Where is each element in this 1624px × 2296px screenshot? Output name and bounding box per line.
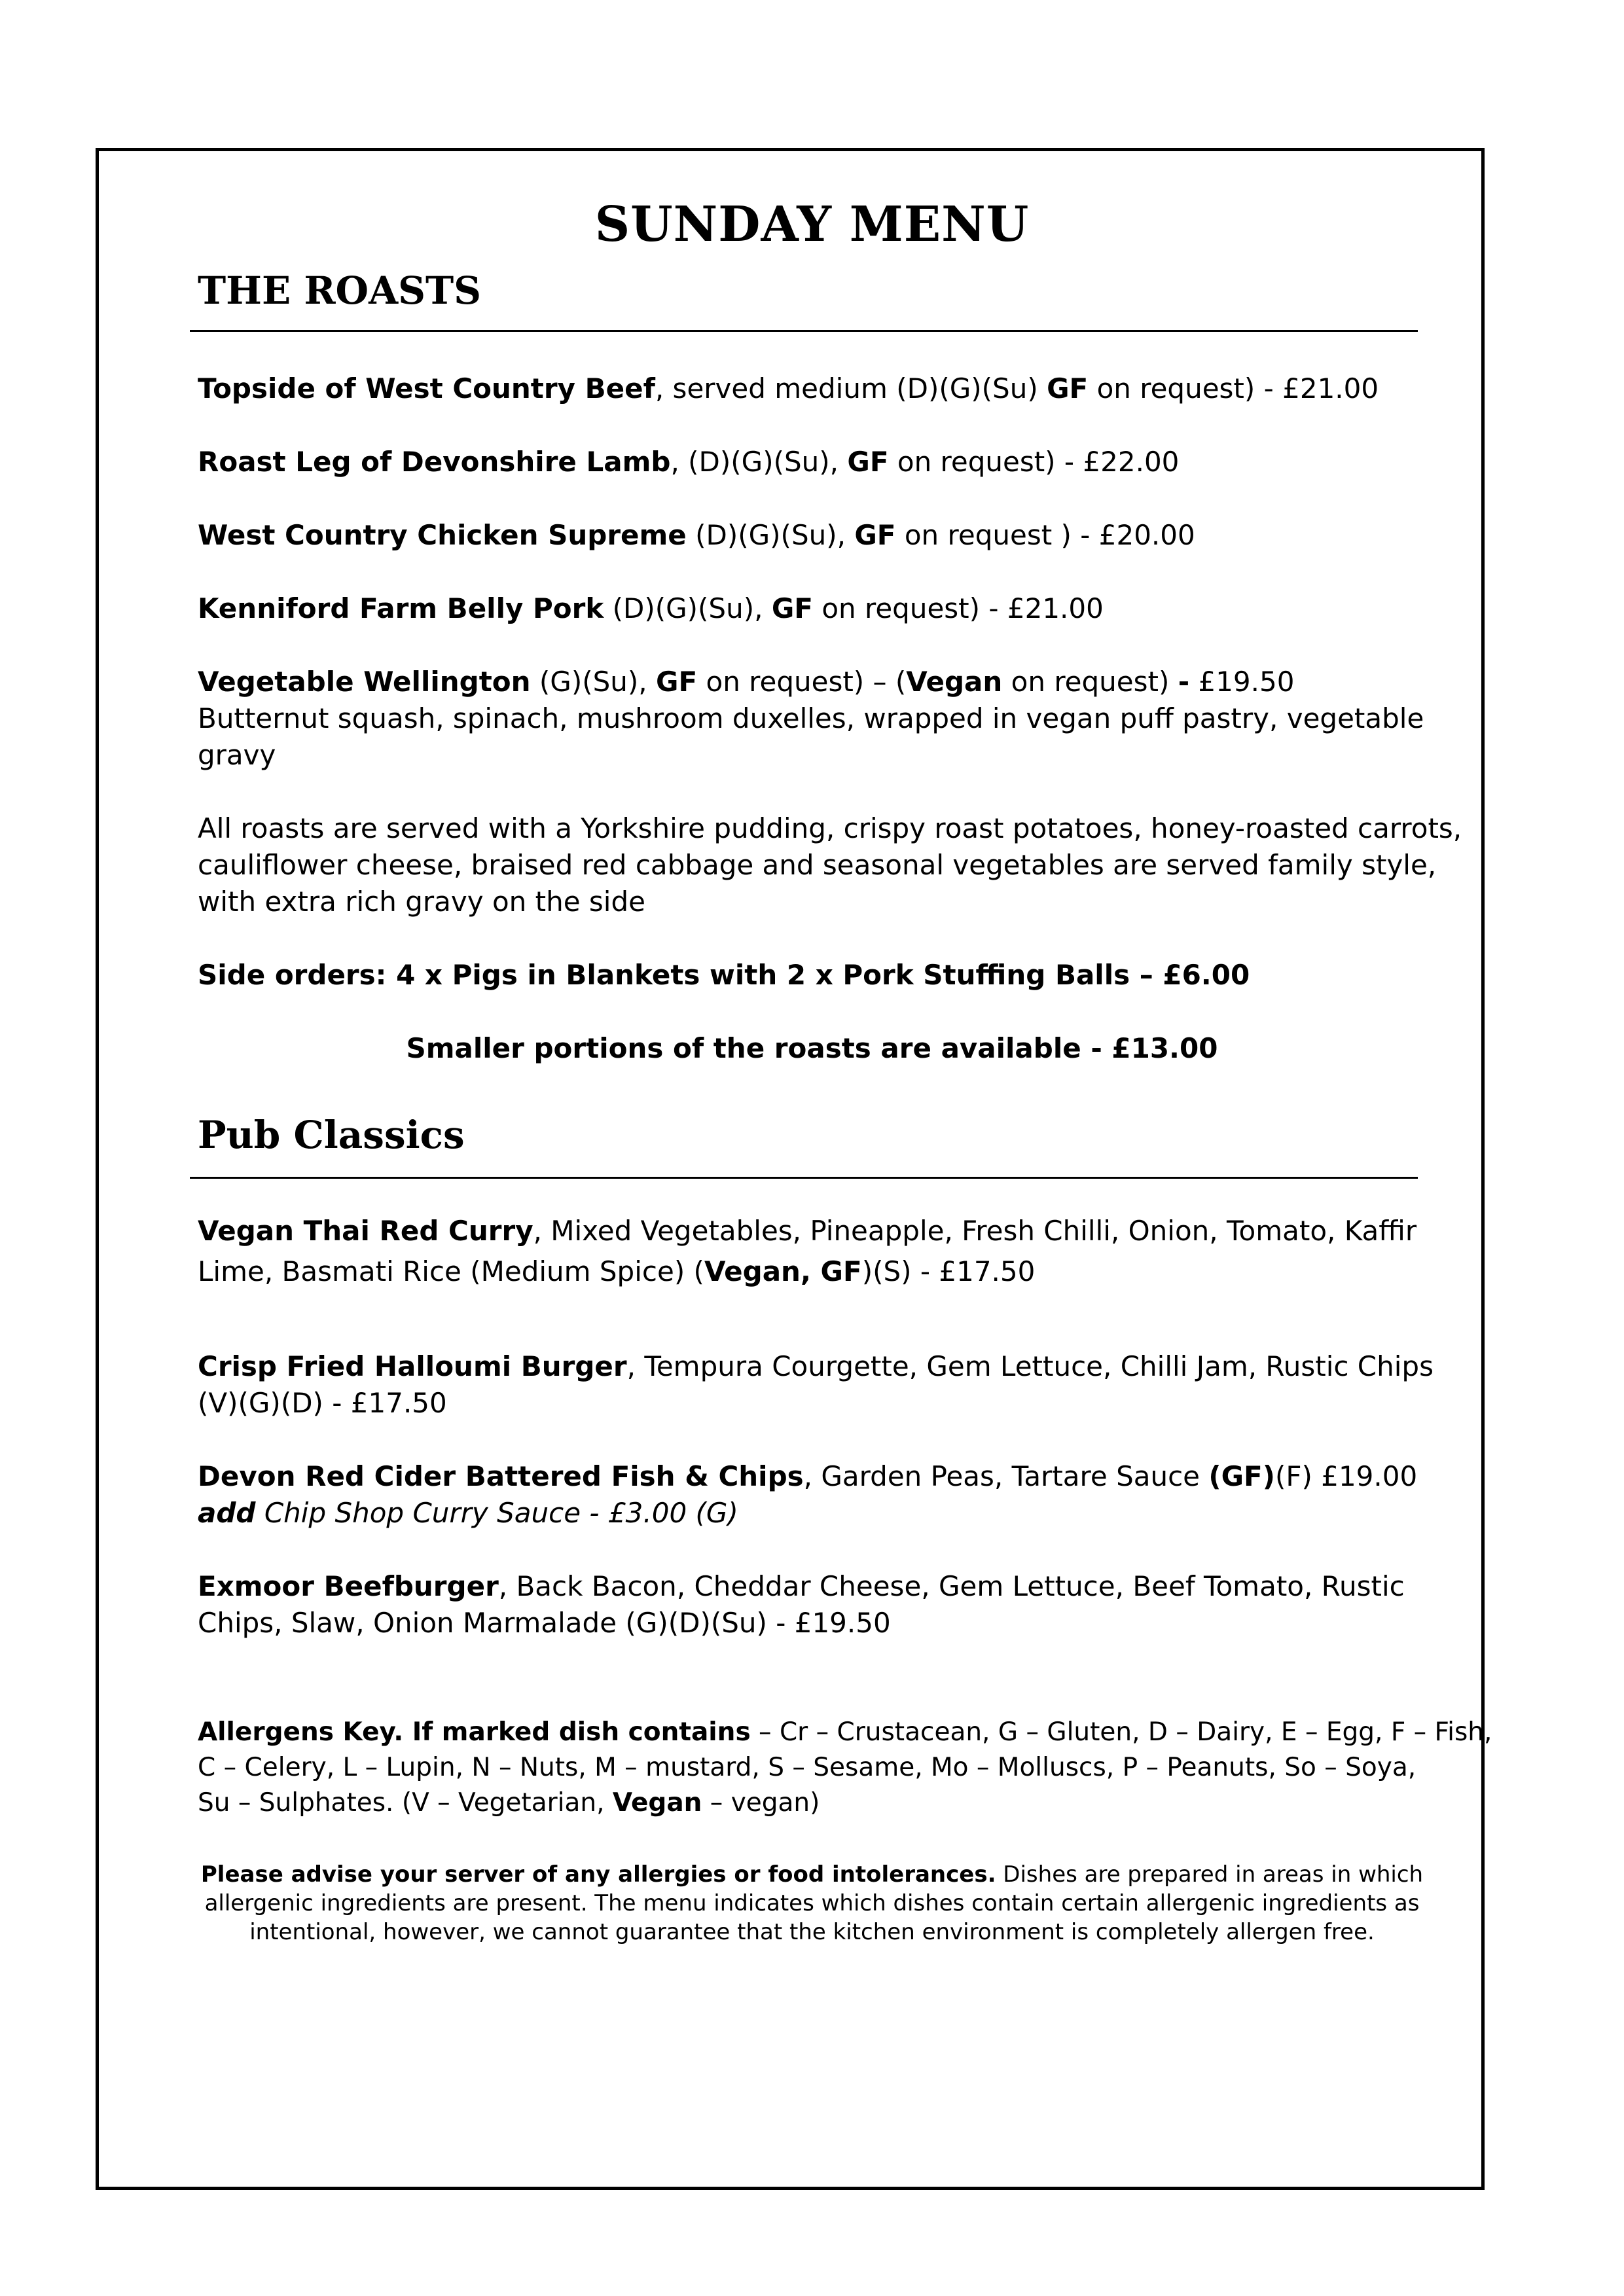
menu-title: SUNDAY MENU: [594, 196, 1030, 253]
roasts-divider: [190, 330, 1418, 332]
side-orders: Side orders: 4 x Pigs in Blankets with 2 x Pork Stuffing Balls – £6.00: [198, 959, 1250, 991]
roast-item-wellington: [198, 664, 1441, 774]
allergens-key: Allergens Key. If marked dish contains – Cr – Crustacean, G – Gluten, D – Dairy, E – Egg, F – Fish, C – Celery, L – Lupin, N – Nuts, M – mustard, S – Sesame, Mo – Molluscs, P – Peanuts, So – Soya, Su – Sulphates. (V – Vegetarian, Vegan – vegan): [198, 1717, 1492, 1818]
served-with-note: All roasts are served with a Yorkshire pudding, crispy roast potatoes, honey-roasted carrots, cauliflower cheese, braised red cabbage and seasonal vegetables are served family style, with extra rich gravy on the side: [198, 812, 1462, 918]
classic-item-curry: Vegan Thai Red Curry, Mixed Vegetables, Pineapple, Fresh Chilli, Onion, Tomato, Kaffir Lime, Basmati Rice (Medium Spice) (Vegan, GF)(S) - £17.50: [198, 1215, 1417, 1287]
classics-divider: [190, 1177, 1418, 1179]
classic-item-fish: Devon Red Cider Battered Fish & Chips, Garden Peas, Tartare Sauce (GF)(F) £19.00 add Chip Shop Curry Sauce - £3.00 (G): [198, 1460, 1418, 1529]
wellington-title-line: Vegetable Wellington (G)(Su), GF on request) – (Vegan on request) - £19.50: [198, 666, 1295, 698]
wellington-description: Butternut squash, spinach, mushroom duxelles, wrapped in vegan puff pastry, vegetable: [198, 702, 1424, 734]
roasts-heading: THE ROASTS: [198, 268, 482, 313]
roast-item-lamb: Roast Leg of Devonshire Lamb, (D)(G)(Su), GF on request) - £22.00: [198, 446, 1180, 478]
classics-heading: Pub Classics: [198, 1113, 465, 1157]
roast-item-beef: Topside of West Country Beef, served medium (D)(G)(Su) GF on request) - £21.00: [198, 372, 1379, 404]
allergy-advice: Please advise your server of any allergies or food intolerances. Dishes are prepared in areas in which allergenic ingredients are present. The menu indicates which dishes contain certain allergenic ingredients as intentional, however, we cannot guarantee that the kitchen environment is completely allergen free.: [200, 1861, 1424, 1945]
roast-item-chicken: West Country Chicken Supreme (D)(G)(Su), GF on request ) - £20.00: [198, 519, 1195, 551]
roast-item-pork: Kenniford Farm Belly Pork (D)(G)(Su), GF on request) - £21.00: [198, 592, 1104, 624]
classic-item-halloumi: Crisp Fried Halloumi Burger, Tempura Courgette, Gem Lettuce, Chilli Jam, Rustic Chips (V)(G)(D) - £17.50: [198, 1350, 1434, 1419]
smaller-portions: Smaller portions of the roasts are available - £13.00: [406, 1032, 1218, 1064]
classic-item-beefburger: Exmoor Beefburger, Back Bacon, Cheddar Cheese, Gem Lettuce, Beef Tomato, Rustic Chips, Slaw, Onion Marmalade (G)(D)(Su) - £19.50: [198, 1570, 1405, 1639]
wellington-description-cont: gravy: [198, 739, 276, 771]
